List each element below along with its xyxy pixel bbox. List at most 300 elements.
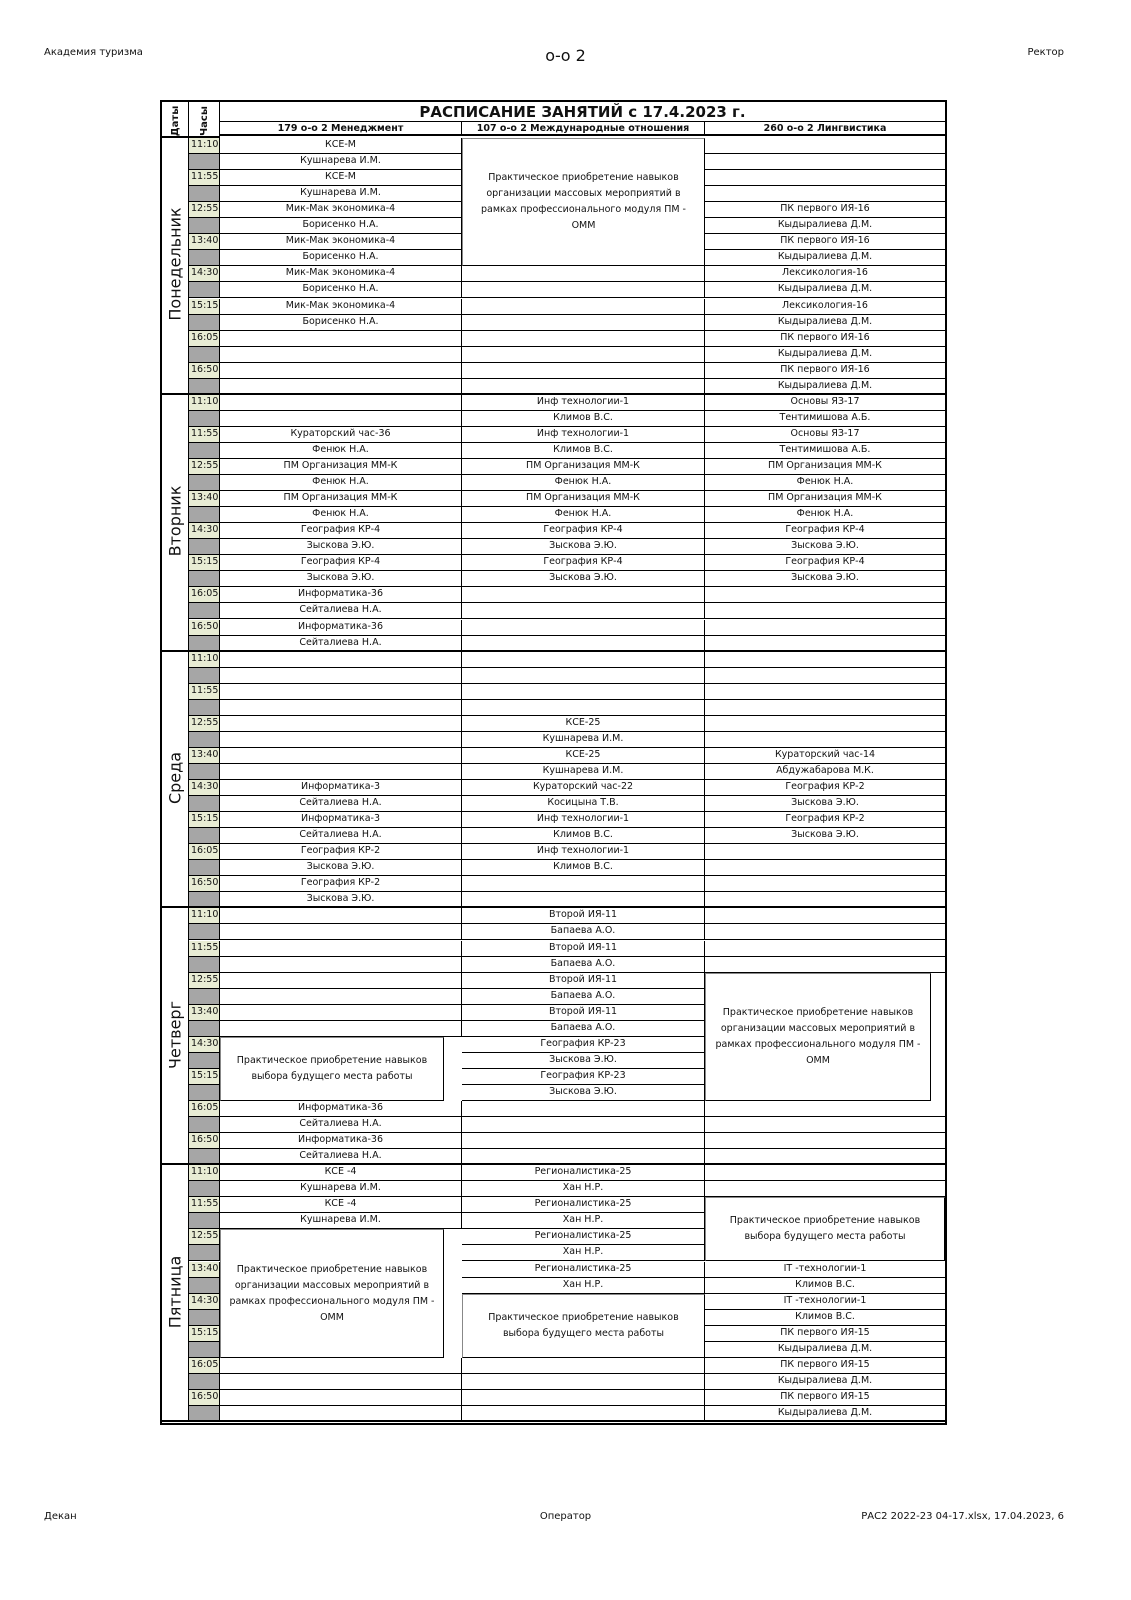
lesson-teacher <box>462 668 705 684</box>
lesson-teacher <box>705 603 945 619</box>
time-slot: 16:50 <box>189 1133 220 1149</box>
lesson-teacher: Фенюк Н.А. <box>462 475 705 491</box>
lesson-teacher <box>462 1374 705 1390</box>
time-slot: 14:30 <box>189 1037 220 1053</box>
time-slot: 11:10 <box>189 652 220 668</box>
lesson-teacher: Зыскова Э.Ю. <box>220 539 462 555</box>
time-slot: 11:55 <box>189 170 220 186</box>
time-slot: 14:30 <box>189 523 220 539</box>
lesson-subject: IT -технологии-1 <box>705 1294 945 1310</box>
lesson-teacher: Бапаева А.О. <box>462 1021 705 1037</box>
lesson-teacher: Кыдыралиева Д.М. <box>705 347 945 363</box>
lesson-subject <box>462 1133 705 1149</box>
lesson-subject <box>705 941 945 957</box>
lesson-teacher: Климов В.С. <box>705 1278 945 1294</box>
time-slot-shade <box>189 1149 220 1165</box>
lesson-subject: Второй ИЯ-11 <box>462 1005 705 1021</box>
time-slot-shade <box>189 443 220 459</box>
lesson-subject: География КР-2 <box>705 780 945 796</box>
lesson-subject: Информатика-36 <box>220 587 462 603</box>
lesson-teacher <box>220 1021 462 1037</box>
lesson-subject: Информатика-36 <box>220 620 462 636</box>
lesson-teacher <box>220 700 462 716</box>
lesson-teacher <box>220 668 462 684</box>
lesson-teacher: Кыдыралиева Д.М. <box>705 218 945 234</box>
time-slot: 13:40 <box>189 234 220 250</box>
lesson-teacher: Сейталиева Н.А. <box>220 603 462 619</box>
lesson-teacher <box>462 347 705 363</box>
lesson-teacher: Зыскова Э.Ю. <box>705 828 945 844</box>
lesson-teacher: Борисенко Н.А. <box>220 218 462 234</box>
lesson-subject: ПМ Организация ММ-К <box>705 491 945 507</box>
lesson-subject: Мик-Мак экономика-4 <box>220 299 462 315</box>
time-slot-shade <box>189 860 220 876</box>
lesson-teacher: Сейталиева Н.А. <box>220 636 462 652</box>
lesson-subject: Информатика-3 <box>220 812 462 828</box>
lesson-subject: ПМ Организация ММ-К <box>220 491 462 507</box>
lesson-teacher: Кушнарева И.М. <box>220 186 462 202</box>
lesson-teacher <box>220 347 462 363</box>
lesson-subject: КСЕ -4 <box>220 1197 462 1213</box>
lesson-subject <box>705 684 945 700</box>
lesson-subject: Инф технологии-1 <box>462 395 705 411</box>
header-rector: Ректор <box>1027 47 1064 58</box>
time-slot-shade <box>189 571 220 587</box>
lesson-subject: География КР-4 <box>705 555 945 571</box>
lesson-teacher: Кыдыралиева Д.М. <box>705 250 945 266</box>
lesson-teacher: Бапаева А.О. <box>462 924 705 940</box>
lesson-teacher: Фенюк Н.А. <box>462 507 705 523</box>
lesson-subject <box>705 1101 945 1117</box>
header-group-code: о-о 2 <box>545 46 586 65</box>
lesson-teacher <box>705 700 945 716</box>
time-slot: 13:40 <box>189 1262 220 1278</box>
lesson-subject <box>705 876 945 892</box>
lesson-teacher: Фенюк Н.А. <box>220 443 462 459</box>
lesson-subject <box>462 1390 705 1406</box>
time-slot-shade <box>189 732 220 748</box>
lesson-subject <box>462 1358 705 1374</box>
lesson-subject: Кураторский час-22 <box>462 780 705 796</box>
lesson-subject <box>462 652 705 668</box>
time-slot-shade <box>189 1181 220 1197</box>
time-slot: 15:15 <box>189 1069 220 1085</box>
lesson-teacher <box>220 924 462 940</box>
lesson-teacher <box>705 957 945 973</box>
lesson-teacher: Кыдыралиева Д.М. <box>705 315 945 331</box>
lesson-subject <box>220 748 462 764</box>
day-label: Среда <box>165 751 185 805</box>
col-hours-header: Часы <box>199 106 210 136</box>
time-slot-shade <box>189 636 220 652</box>
lesson-teacher <box>462 1149 705 1165</box>
time-slot: 16:50 <box>189 363 220 379</box>
lesson-teacher: Кыдыралиева Д.М. <box>705 379 945 395</box>
lesson-teacher <box>220 1374 462 1390</box>
lesson-subject: ПК первого ИЯ-16 <box>705 234 945 250</box>
footer-dean: Декан <box>44 1511 77 1522</box>
lesson-subject <box>220 652 462 668</box>
lesson-subject: ПК первого ИЯ-16 <box>705 202 945 218</box>
time-slot-shade <box>189 1406 220 1422</box>
lesson-subject: ПК первого ИЯ-16 <box>705 331 945 347</box>
lesson-subject: Мик-Мак экономика-4 <box>220 266 462 282</box>
lesson-subject: Лексикология-16 <box>705 299 945 315</box>
lesson-subject: ПК первого ИЯ-15 <box>705 1326 945 1342</box>
lesson-subject <box>220 1005 462 1021</box>
lesson-teacher: Бапаева А.О. <box>462 989 705 1005</box>
lesson-subject <box>705 844 945 860</box>
lesson-teacher: Фенюк Н.А. <box>705 507 945 523</box>
time-slot: 15:15 <box>189 299 220 315</box>
day-cell <box>162 138 189 395</box>
time-slot-shade <box>189 700 220 716</box>
lesson-teacher: Кушнарева И.М. <box>462 732 705 748</box>
lesson-subject <box>220 941 462 957</box>
time-slot: 16:50 <box>189 1390 220 1406</box>
lesson-teacher: Зыскова Э.Ю. <box>462 539 705 555</box>
time-slot: 11:10 <box>189 395 220 411</box>
header-institution: Академия туризма <box>44 47 143 58</box>
lesson-subject <box>705 1165 945 1181</box>
lesson-subject <box>462 876 705 892</box>
lesson-teacher <box>462 892 705 908</box>
lesson-subject: Второй ИЯ-11 <box>462 908 705 924</box>
lesson-teacher: Климов В.С. <box>462 828 705 844</box>
lesson-subject: Информатика-36 <box>220 1133 462 1149</box>
time-slot: 12:55 <box>189 1229 220 1245</box>
lesson-subject: География КР-2 <box>705 812 945 828</box>
lesson-subject: Кураторский час-36 <box>220 427 462 443</box>
time-slot: 14:30 <box>189 266 220 282</box>
lesson-subject <box>462 684 705 700</box>
time-slot: 11:55 <box>189 684 220 700</box>
lesson-subject: ПМ Организация ММ-К <box>220 459 462 475</box>
lesson-teacher <box>462 636 705 652</box>
lesson-teacher: Зыскова Э.Ю. <box>705 571 945 587</box>
time-slot: 11:10 <box>189 908 220 924</box>
time-slot-shade <box>189 379 220 395</box>
lesson-teacher: Фенюк Н.А. <box>220 475 462 491</box>
time-slot-shade <box>189 924 220 940</box>
lesson-subject: Мик-Мак экономика-4 <box>220 202 462 218</box>
lesson-subject: Информатика-36 <box>220 1101 462 1117</box>
time-slot-shade <box>189 1117 220 1133</box>
lesson-teacher: Абдужабарова М.К. <box>705 764 945 780</box>
lesson-subject <box>705 1133 945 1149</box>
lesson-subject: Второй ИЯ-11 <box>462 973 705 989</box>
footer-file-info: РАС2 2022-23 04-17.xlsx, 17.04.2023, 6 <box>861 1511 1064 1522</box>
lesson-subject <box>705 620 945 636</box>
time-slot-shade <box>189 989 220 1005</box>
time-slot-shade <box>189 218 220 234</box>
lesson-subject: География КР-4 <box>462 523 705 539</box>
lesson-teacher <box>220 411 462 427</box>
day-label: Понедельник <box>165 207 185 321</box>
time-slot: 11:55 <box>189 427 220 443</box>
time-slot: 16:50 <box>189 620 220 636</box>
lesson-subject: Кураторский час-14 <box>705 748 945 764</box>
lesson-subject: КСЕ-М <box>220 170 462 186</box>
practice-block: Практическое приобретение навыков организации массовых мероприятий в рамках профессионального модуля ПМ - ОММ <box>705 973 931 1101</box>
lesson-subject: География КР-4 <box>220 555 462 571</box>
day-label: Вторник <box>165 485 185 557</box>
lesson-teacher <box>705 636 945 652</box>
lesson-subject <box>462 363 705 379</box>
time-slot-shade <box>189 282 220 298</box>
lesson-subject: Второй ИЯ-11 <box>462 941 705 957</box>
col-dates-header: Даты <box>170 105 181 137</box>
lesson-subject <box>462 299 705 315</box>
lesson-teacher <box>220 1406 462 1422</box>
lesson-teacher <box>220 732 462 748</box>
lesson-subject: Инф технологии-1 <box>462 844 705 860</box>
lesson-teacher: Зыскова Э.Ю. <box>220 892 462 908</box>
time-slot-shade <box>189 957 220 973</box>
time-slot-shade <box>189 892 220 908</box>
lesson-subject <box>462 1101 705 1117</box>
time-slot-shade <box>189 764 220 780</box>
time-slot: 12:55 <box>189 202 220 218</box>
lesson-teacher: Борисенко Н.А. <box>220 315 462 331</box>
time-slot-shade <box>189 186 220 202</box>
lesson-teacher: Зыскова Э.Ю. <box>705 796 945 812</box>
lesson-subject: Регионалистика-25 <box>462 1165 705 1181</box>
time-slot-shade <box>189 1278 220 1294</box>
lesson-subject <box>220 716 462 732</box>
time-slot: 16:05 <box>189 587 220 603</box>
time-slot: 15:15 <box>189 812 220 828</box>
lesson-subject: География КР-2 <box>220 876 462 892</box>
lesson-subject <box>220 1358 462 1374</box>
time-slot-shade <box>189 154 220 170</box>
time-slot-shade <box>189 796 220 812</box>
time-slot: 12:55 <box>189 973 220 989</box>
lesson-subject: Инф технологии-1 <box>462 812 705 828</box>
lesson-subject: ПК первого ИЯ-15 <box>705 1390 945 1406</box>
lesson-teacher <box>705 1181 945 1197</box>
lesson-teacher: Климов В.С. <box>462 860 705 876</box>
lesson-subject: ПМ Организация ММ-К <box>462 491 705 507</box>
time-slot: 16:50 <box>189 876 220 892</box>
col-hours-header-cell <box>189 102 220 138</box>
group-header-intl-relations: 107 о-о 2 Международные отношения <box>462 122 705 136</box>
lesson-teacher <box>705 1149 945 1165</box>
day-cell <box>162 395 189 652</box>
time-slot-shade <box>189 1053 220 1069</box>
lesson-subject: Регионалистика-25 <box>462 1262 705 1278</box>
lesson-teacher: Климов В.С. <box>462 411 705 427</box>
lesson-teacher <box>462 315 705 331</box>
time-slot: 11:10 <box>189 1165 220 1181</box>
lesson-subject: КСЕ-25 <box>462 748 705 764</box>
time-slot: 16:05 <box>189 331 220 347</box>
lesson-subject <box>462 331 705 347</box>
time-slot: 11:10 <box>189 138 220 154</box>
lesson-subject: Информатика-3 <box>220 780 462 796</box>
time-slot-shade <box>189 507 220 523</box>
lesson-teacher <box>705 924 945 940</box>
lesson-subject: География КР-4 <box>220 523 462 539</box>
lesson-teacher <box>462 603 705 619</box>
lesson-teacher: Зыскова Э.Ю. <box>462 571 705 587</box>
time-slot: 13:40 <box>189 491 220 507</box>
lesson-teacher: Тентимишова А.Б. <box>705 411 945 427</box>
time-slot: 13:40 <box>189 1005 220 1021</box>
lesson-teacher <box>705 154 945 170</box>
day-cell <box>162 652 189 909</box>
time-slot: 16:05 <box>189 1358 220 1374</box>
time-slot-shade <box>189 1374 220 1390</box>
lesson-teacher <box>462 282 705 298</box>
lesson-subject <box>220 331 462 347</box>
time-slot-shade <box>189 668 220 684</box>
lesson-subject: КСЕ-М <box>220 138 462 154</box>
lesson-subject <box>705 652 945 668</box>
lesson-teacher: Климов В.С. <box>462 443 705 459</box>
lesson-teacher: Кушнарева И.М. <box>220 154 462 170</box>
lesson-subject: ПК первого ИЯ-16 <box>705 363 945 379</box>
lesson-teacher: Зыскова Э.Ю. <box>705 539 945 555</box>
lesson-teacher <box>462 1406 705 1422</box>
group-header-linguistics: 260 о-о 2 Лингвистика <box>705 122 945 136</box>
lesson-teacher: Борисенко Н.А. <box>220 250 462 266</box>
lesson-teacher <box>220 379 462 395</box>
time-slot-shade <box>189 1021 220 1037</box>
lesson-subject <box>220 363 462 379</box>
time-slot: 16:05 <box>189 1101 220 1117</box>
lesson-teacher: Хан Н.Р. <box>462 1181 705 1197</box>
lesson-teacher: Сейталиева Н.А. <box>220 828 462 844</box>
lesson-subject: География КР-2 <box>220 844 462 860</box>
time-slot-shade <box>189 1310 220 1326</box>
lesson-teacher <box>462 1117 705 1133</box>
practice-block: Практическое приобретение навыков организации массовых мероприятий в рамках профессионального модуля ПМ - ОММ <box>462 138 705 266</box>
lesson-teacher: Кушнарева И.М. <box>220 1181 462 1197</box>
lesson-teacher: Фенюк Н.А. <box>705 475 945 491</box>
lesson-teacher: Хан Н.Р. <box>462 1213 705 1229</box>
lesson-teacher <box>705 668 945 684</box>
time-slot-shade <box>189 347 220 363</box>
lesson-teacher: Зыскова Э.Ю. <box>220 571 462 587</box>
lesson-subject <box>705 170 945 186</box>
lesson-teacher <box>705 860 945 876</box>
time-slot: 15:15 <box>189 555 220 571</box>
lesson-teacher: Кыдыралиева Д.М. <box>705 1342 945 1358</box>
lesson-subject: Регионалистика-25 <box>462 1229 705 1245</box>
lesson-teacher: Сейталиева Н.А. <box>220 1117 462 1133</box>
time-slot: 14:30 <box>189 1294 220 1310</box>
lesson-subject: КСЕ -4 <box>220 1165 462 1181</box>
time-slot: 12:55 <box>189 716 220 732</box>
time-slot-shade <box>189 1085 220 1101</box>
practice-block: Практическое приобретение навыков выбора будущего места работы <box>705 1197 945 1261</box>
time-slot: 11:55 <box>189 1197 220 1213</box>
lesson-teacher: Косицына Т.В. <box>462 796 705 812</box>
lesson-subject <box>220 395 462 411</box>
lesson-teacher: Кыдыралиева Д.М. <box>705 282 945 298</box>
lesson-subject: ПК первого ИЯ-15 <box>705 1358 945 1374</box>
lesson-subject: География КР-4 <box>462 555 705 571</box>
lesson-subject <box>220 684 462 700</box>
day-label: Четверг <box>165 1000 185 1069</box>
practice-block: Практическое приобретение навыков организации массовых мероприятий в рамках профессионального модуля ПМ - ОММ <box>220 1229 444 1357</box>
lesson-subject <box>705 908 945 924</box>
lesson-teacher <box>220 957 462 973</box>
time-slot: 16:05 <box>189 844 220 860</box>
time-slot-shade <box>189 603 220 619</box>
lesson-subject: Основы ЯЗ-17 <box>705 427 945 443</box>
lesson-subject <box>705 716 945 732</box>
lesson-teacher: Климов В.С. <box>705 1310 945 1326</box>
lesson-subject: География КР-23 <box>462 1037 705 1053</box>
lesson-subject <box>220 1390 462 1406</box>
practice-block: Практическое приобретение навыков выбора будущего места работы <box>462 1294 705 1358</box>
day-label: Пятница <box>165 1255 185 1328</box>
lesson-teacher: Кушнарева И.М. <box>462 764 705 780</box>
time-slot-shade <box>189 1342 220 1358</box>
lesson-subject: География КР-23 <box>462 1069 705 1085</box>
lesson-teacher: Борисенко Н.А. <box>220 282 462 298</box>
lesson-subject: География КР-4 <box>705 523 945 539</box>
lesson-teacher: Тентимишова А.Б. <box>705 443 945 459</box>
lesson-subject <box>462 587 705 603</box>
lesson-teacher: Бапаева А.О. <box>462 957 705 973</box>
lesson-subject <box>705 587 945 603</box>
lesson-teacher: Кушнарева И.М. <box>220 1213 462 1229</box>
time-slot-shade <box>189 315 220 331</box>
lesson-subject: Инф технологии-1 <box>462 427 705 443</box>
lesson-teacher: Сейталиева Н.А. <box>220 796 462 812</box>
day-cell <box>162 908 189 1165</box>
group-header-management: 179 о-о 2 Менеджмент <box>220 122 462 136</box>
lesson-subject <box>220 908 462 924</box>
lesson-subject: КСЕ-25 <box>462 716 705 732</box>
lesson-subject: ПМ Организация ММ-К <box>462 459 705 475</box>
lesson-teacher: Зыскова Э.Ю. <box>462 1053 705 1069</box>
time-slot: 13:40 <box>189 748 220 764</box>
lesson-teacher: Фенюк Н.А. <box>220 507 462 523</box>
day-cell <box>162 1165 189 1422</box>
lesson-subject: ПМ Организация ММ-К <box>705 459 945 475</box>
lesson-subject <box>462 266 705 282</box>
lesson-subject <box>705 138 945 154</box>
lesson-teacher: Зыскова Э.Ю. <box>462 1085 705 1101</box>
lesson-teacher <box>462 379 705 395</box>
practice-block: Практическое приобретение навыков выбора будущего места работы <box>220 1037 444 1101</box>
lesson-subject: Основы ЯЗ-17 <box>705 395 945 411</box>
lesson-teacher <box>705 732 945 748</box>
lesson-teacher <box>220 764 462 780</box>
time-slot: 15:15 <box>189 1326 220 1342</box>
lesson-teacher <box>705 892 945 908</box>
time-slot-shade <box>189 1213 220 1229</box>
lesson-teacher <box>462 700 705 716</box>
lesson-subject: Мик-Мак экономика-4 <box>220 234 462 250</box>
col-dates-header-cell <box>162 102 189 138</box>
schedule-grid <box>162 102 945 1423</box>
lesson-teacher <box>705 186 945 202</box>
time-slot: 14:30 <box>189 780 220 796</box>
lesson-subject <box>220 973 462 989</box>
lesson-subject: Регионалистика-25 <box>462 1197 705 1213</box>
time-slot-shade <box>189 411 220 427</box>
time-slot-shade <box>189 539 220 555</box>
time-slot: 12:55 <box>189 459 220 475</box>
schedule-title: РАСПИСАНИЕ ЗАНЯТИЙ с 17.4.2023 г. <box>220 102 945 122</box>
lesson-subject <box>462 620 705 636</box>
lesson-teacher: Кыдыралиева Д.М. <box>705 1374 945 1390</box>
